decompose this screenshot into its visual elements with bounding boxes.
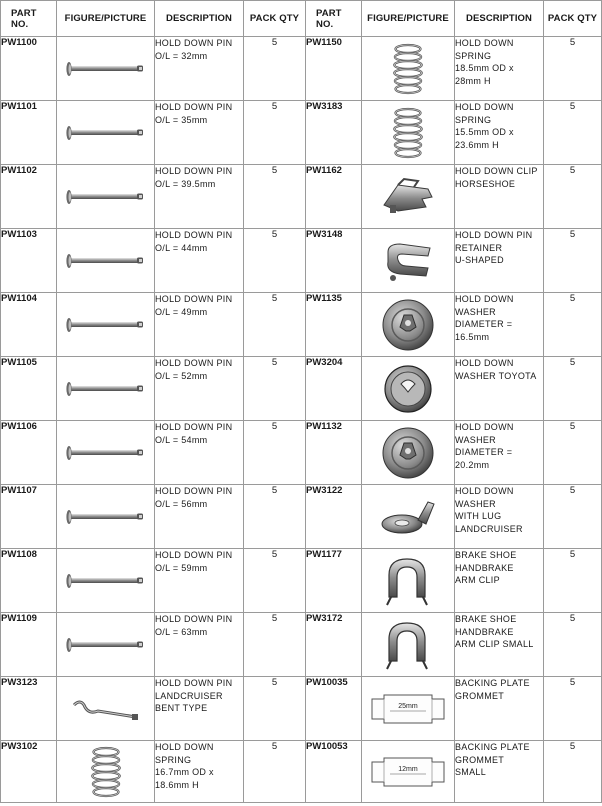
part-number: PW3172 <box>306 613 362 677</box>
washer-toyota-icon <box>362 357 455 421</box>
table-row <box>1 613 602 677</box>
hold-down-pin-icon <box>57 101 155 165</box>
hold-down-pin-icon <box>57 229 155 293</box>
part-description: HOLD DOWN PIN LANDCRUISER BENT TYPE <box>155 677 244 741</box>
spring-icon <box>362 37 455 101</box>
part-description: BRAKE SHOE HANDBRAKE ARM CLIP SMALL <box>455 613 544 677</box>
pack-quantity: 5 <box>244 37 306 101</box>
table-row <box>1 485 602 549</box>
part-number: PW3102 <box>1 741 57 803</box>
pack-quantity: 5 <box>244 293 306 357</box>
header-figure: FIGURE/PICTURE <box>57 1 155 37</box>
part-number: PW1101 <box>1 101 57 165</box>
part-number: PW3122 <box>306 485 362 549</box>
pack-quantity: 5 <box>544 37 602 101</box>
part-description: HOLD DOWN PIN O/L = 35mm <box>155 101 244 165</box>
part-description: HOLD DOWN SPRING 15.5mm OD x 23.6mm H <box>455 101 544 165</box>
part-number: PW1132 <box>306 421 362 485</box>
hold-down-pin-icon <box>57 549 155 613</box>
pack-quantity: 5 <box>544 229 602 293</box>
part-number: PW1107 <box>1 485 57 549</box>
table-row <box>1 549 602 613</box>
part-number: PW1104 <box>1 293 57 357</box>
arm-clip-icon <box>362 549 455 613</box>
part-description: HOLD DOWN PIN O/L = 63mm <box>155 613 244 677</box>
part-description: HOLD DOWN CLIP HORSESHOE <box>455 165 544 229</box>
part-description: HOLD DOWN SPRING 18.5mm OD x 28mm H <box>455 37 544 101</box>
part-number: PW3204 <box>306 357 362 421</box>
arm-clip-icon <box>362 613 455 677</box>
pack-quantity: 5 <box>244 101 306 165</box>
part-description: BRAKE SHOE HANDBRAKE ARM CLIP <box>455 549 544 613</box>
pack-quantity: 5 <box>244 357 306 421</box>
table-row <box>1 101 602 165</box>
header-part-no: PART NO. <box>1 1 57 37</box>
part-description: HOLD DOWN PIN O/L = 54mm <box>155 421 244 485</box>
horseshoe-clip-icon <box>362 165 455 229</box>
hold-down-pin-icon <box>57 357 155 421</box>
part-number: PW3183 <box>306 101 362 165</box>
grommet-size-label: 25mm <box>398 702 418 710</box>
part-description: BACKING PLATE GROMMET <box>455 677 544 741</box>
pack-quantity: 5 <box>544 741 602 803</box>
pack-quantity: 5 <box>244 165 306 229</box>
part-number: PW1162 <box>306 165 362 229</box>
header-description: DESCRIPTION <box>455 1 544 37</box>
pack-quantity: 5 <box>244 677 306 741</box>
pack-quantity: 5 <box>544 421 602 485</box>
washer-icon <box>362 421 455 485</box>
pack-quantity: 5 <box>544 485 602 549</box>
hold-down-pin-icon <box>57 485 155 549</box>
part-number: PW3123 <box>1 677 57 741</box>
pack-quantity: 5 <box>544 357 602 421</box>
part-description: HOLD DOWN PIN O/L = 56mm <box>155 485 244 549</box>
hold-down-pin-icon <box>57 421 155 485</box>
pack-quantity: 5 <box>544 293 602 357</box>
part-description: HOLD DOWN PIN RETAINER U-SHAPED <box>455 229 544 293</box>
pack-quantity: 5 <box>544 677 602 741</box>
part-description: HOLD DOWN WASHER DIAMETER = 20.2mm <box>455 421 544 485</box>
part-description: HOLD DOWN WASHER WITH LUG LANDCRUISER <box>455 485 544 549</box>
table-row <box>1 741 602 803</box>
washer-icon <box>362 293 455 357</box>
part-number: PW1103 <box>1 229 57 293</box>
header-pack-qty: PACK QTY <box>244 1 306 37</box>
pack-quantity: 5 <box>244 485 306 549</box>
u-retainer-icon <box>362 229 455 293</box>
pack-quantity: 5 <box>544 613 602 677</box>
part-description: HOLD DOWN WASHER DIAMETER = 16.5mm <box>455 293 544 357</box>
hold-down-pin-icon <box>57 613 155 677</box>
grommet-icon <box>362 677 455 741</box>
part-number: PW1109 <box>1 613 57 677</box>
part-description: HOLD DOWN SPRING 16.7mm OD x 18.6mm H <box>155 741 244 803</box>
part-number: PW1150 <box>306 37 362 101</box>
pack-quantity: 5 <box>244 421 306 485</box>
table-row <box>1 293 602 357</box>
part-number: PW1108 <box>1 549 57 613</box>
pack-quantity: 5 <box>244 613 306 677</box>
part-description: HOLD DOWN PIN O/L = 49mm <box>155 293 244 357</box>
part-number: PW1100 <box>1 37 57 101</box>
header-description: DESCRIPTION <box>155 1 244 37</box>
part-number: PW1177 <box>306 549 362 613</box>
lug-washer-icon <box>362 485 455 549</box>
pack-quantity: 5 <box>244 741 306 803</box>
part-description: HOLD DOWN PIN O/L = 32mm <box>155 37 244 101</box>
part-number: PW1105 <box>1 357 57 421</box>
part-number: PW1135 <box>306 293 362 357</box>
header-part-no: PART NO. <box>306 1 362 37</box>
part-number: PW10053 <box>306 741 362 803</box>
bent-pin-icon <box>57 677 155 741</box>
part-description: HOLD DOWN PIN O/L = 52mm <box>155 357 244 421</box>
grommet-size-label: 12mm <box>398 765 418 773</box>
table-row <box>1 421 602 485</box>
table-row <box>1 37 602 101</box>
table-row <box>1 229 602 293</box>
part-description: HOLD DOWN PIN O/L = 39.5mm <box>155 165 244 229</box>
grommet-icon <box>362 741 455 803</box>
table-header-row <box>1 1 602 37</box>
part-number: PW3148 <box>306 229 362 293</box>
part-number: PW1102 <box>1 165 57 229</box>
pack-quantity: 5 <box>544 101 602 165</box>
part-description: HOLD DOWN PIN O/L = 59mm <box>155 549 244 613</box>
hold-down-pin-icon <box>57 37 155 101</box>
table-row <box>1 677 602 741</box>
part-number: PW10035 <box>306 677 362 741</box>
part-description: HOLD DOWN WASHER TOYOTA <box>455 357 544 421</box>
header-pack-qty: PACK QTY <box>544 1 602 37</box>
spring-icon <box>57 741 155 803</box>
pack-quantity: 5 <box>244 229 306 293</box>
pack-quantity: 5 <box>244 549 306 613</box>
pack-quantity: 5 <box>544 549 602 613</box>
part-description: BACKING PLATE GROMMET SMALL <box>455 741 544 803</box>
hold-down-pin-icon <box>57 165 155 229</box>
header-figure: FIGURE/PICTURE <box>362 1 455 37</box>
part-description: HOLD DOWN PIN O/L = 44mm <box>155 229 244 293</box>
table-row <box>1 165 602 229</box>
table-body <box>1 37 602 803</box>
spring-icon <box>362 101 455 165</box>
pack-quantity: 5 <box>544 165 602 229</box>
hold-down-pin-icon <box>57 293 155 357</box>
table-row <box>1 357 602 421</box>
part-number: PW1106 <box>1 421 57 485</box>
